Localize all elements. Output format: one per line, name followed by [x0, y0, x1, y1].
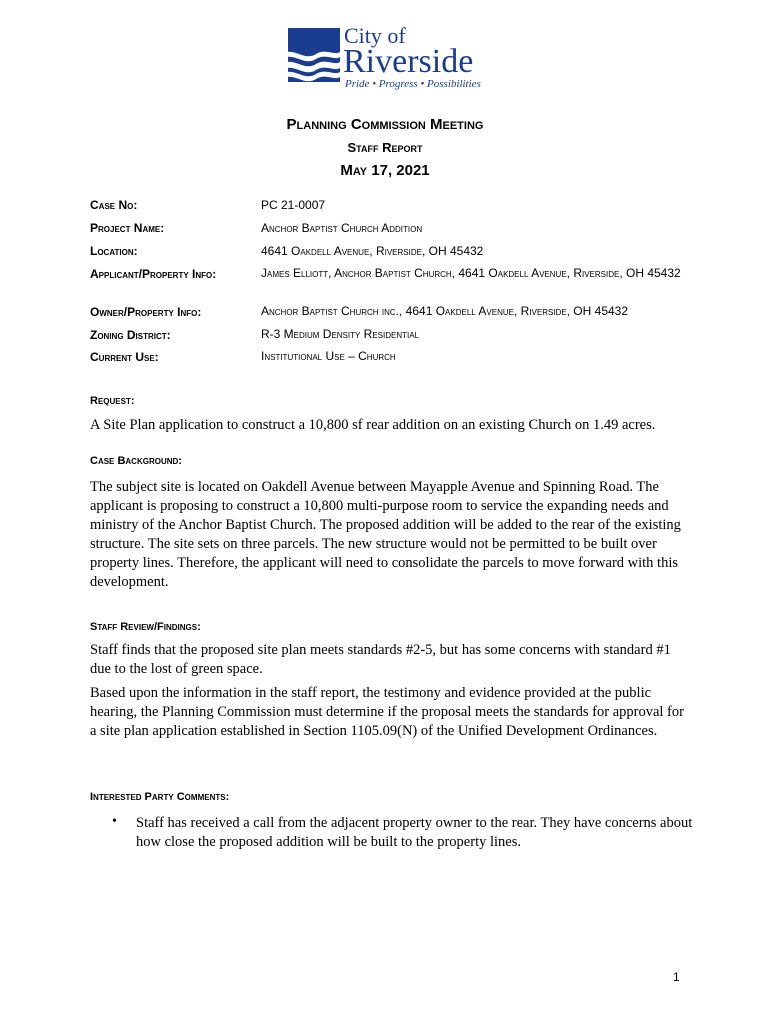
zoning-label: Zoning District:	[90, 328, 171, 342]
owner-value: Anchor Baptist Church inc., 4641 Oakdell Avenue, Riverside, OH 45432	[261, 304, 629, 318]
page-number: 1	[673, 970, 680, 984]
case-no-label: Case No:	[90, 198, 138, 212]
comments-heading: Interested Party Comments:	[90, 791, 230, 803]
current-use-label: Current Use:	[90, 350, 159, 364]
zoning-value: R-3 Medium Density Residential	[261, 327, 420, 341]
staff-review-para-2: Based upon the information in the staff report, the testimony and evidence provided at the public hearing, the Planning Commission must determine if the proposal meets the standards for approval for a site plan application established in Section 1105.09(N) of the Unified Development Ordinances.	[90, 685, 684, 739]
current-use-value: Institutional Use – Church	[261, 349, 396, 363]
case-no-value: PC 21-0007	[261, 198, 326, 212]
owner-label: Owner/Property Info:	[90, 305, 202, 319]
report-subtitle: Staff Report	[347, 140, 423, 155]
logo-tagline: Pride • Progress • Possibilities	[345, 78, 481, 90]
applicant-value: James Elliott, Anchor Baptist Church, 4641 Oakdell Avenue, Riverside, OH 45432	[261, 266, 681, 280]
location-value: 4641 Oakdell Avenue, Riverside, OH 45432	[261, 244, 484, 258]
logo-city-of-text: City of	[344, 23, 406, 48]
applicant-label: Applicant/Property Info:	[90, 267, 217, 281]
comment-item: Staff has received a call from the adjacent property owner to the rear. They have concerns about how close the proposed addition will be built to the property lines.	[136, 815, 693, 850]
case-background-text: The subject site is located on Oakdell Avenue between Mayapple Avenue and Spinning Road. The applicant is proposing to construct a 10,800 multi-purpose room to service the expanding needs and ministry of the Anchor Baptist Church. The proposed addition will be added to the rear of the existing structure. The site sets on three parcels. The new structure would not be permitted to be built over property lines. Therefore, the applicant will need to consolidate the parcels to move forward with this development.	[90, 479, 681, 590]
report-title: Planning Commission Meeting	[286, 116, 484, 133]
case-background-heading: Case Background:	[90, 455, 182, 467]
request-heading: Request:	[90, 395, 135, 407]
report-date: May 17, 2021	[340, 162, 430, 179]
request-text: A Site Plan application to construct a 10,800 sf rear addition on an existing Church on 1.49 acres.	[90, 417, 656, 433]
riverside-wave-logo-icon	[282, 28, 340, 88]
location-label: Location:	[90, 244, 138, 258]
staff-review-para-1: Staff finds that the proposed site plan meets standards #2-5, but has some concerns with standard #1 due to the lost of green space.	[90, 642, 671, 677]
logo-riverside-text: Riverside	[343, 43, 474, 80]
staff-review-heading: Staff Review/Findings:	[90, 621, 201, 633]
city-logo	[282, 24, 492, 96]
bullet-icon: •	[112, 814, 117, 829]
project-name-value: Anchor Baptist Church Addition	[261, 221, 423, 235]
project-name-label: Project Name:	[90, 221, 165, 235]
